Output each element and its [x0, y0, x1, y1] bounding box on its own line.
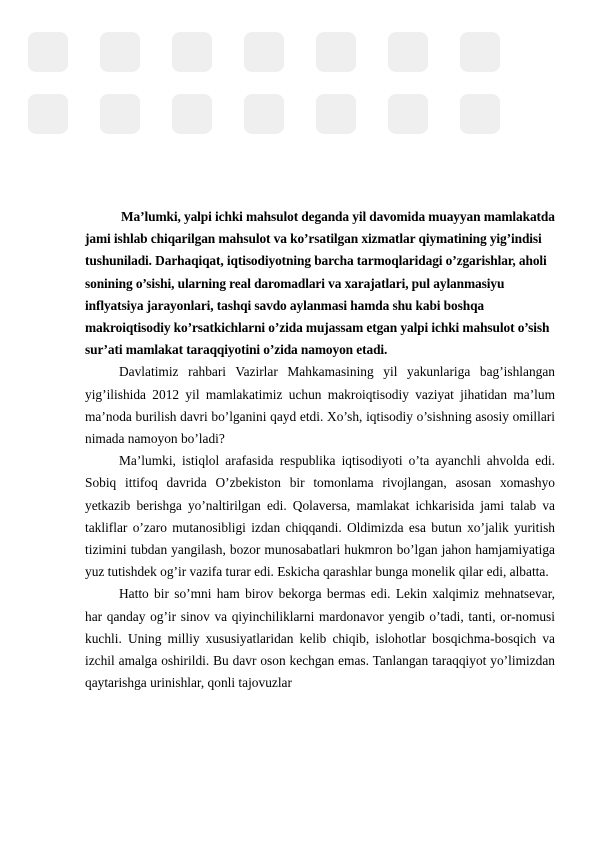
intro-bold-paragraph: Ma’lumki, yalpi ichki mahsulot deganda yil davomida muayyan mamlakatda jami ishlab chiqarilgan mahsulot va ko’rsatilgan xizmatlar qiymatining yig’indisi tushuniladi. Darhaqiqat, iqtisodiyotning barcha tarmoqlaridagi o’zgarishlar, aholi sonining o’sishi, ularning real daromadlari va xarajatlari, pul aylanmasiyu inflyatsiya jarayonlari, tashqi savdo aylanmasi hamda shu kabi boshqa makroiqtisodiy ko’rsatkichlarni o’zida mujassam etgan yalpi ichki mahsulot o’sish sur’ati mamlakat taraqqiyotini o’zida namoyon etadi. — [85, 209, 555, 358]
watermark-row-top — [22, 26, 506, 78]
document-watermark-icon — [238, 88, 290, 140]
document-watermark-icon — [22, 26, 74, 78]
body-paragraph-2: Ma’lumki, istiqlol arafasida respublika iqtisodiyoti o’ta ayanchli ahvolda edi. Sobiq ittifoq davrida O’zbekiston bir tomonlama rivojlangan, asosan xomashyo yetkazib berishga yo’naltirilgan edi. Qolaversa, mamlakat ichkarisida jami talab va takliflar o’zaro mutanosibligi izdan chiqqandi. Oldimizda esa butun xo’jalik yuritish tizimini tubdan yangilash, bozor munosabatlari hukmron bo’lgan jahon hamjamiyatiga yuz tutishdek og’ir vazifa turar edi. Eskicha qarashlar bunga monelik qilar edi, albatta. — [85, 453, 555, 580]
document-body — [85, 206, 555, 694]
body-paragraph-1: Davlatimiz rahbari Vazirlar Mahkamasining yil yakunlariga bag’ishlangan yig’ilishida 2012 yil mamlakatimiz uchun makroiqtisodiy vaziyat jihatidan ma’lum ma’noda burilish davri bo’lganini qayd etdi. Xo’sh, iqtisodiy o’sishning asosiy omillari nimada namoyon bo’ladi? — [85, 364, 555, 447]
document-watermark-icon — [310, 26, 362, 78]
document-watermark-icon — [166, 88, 218, 140]
document-watermark-icon — [382, 26, 434, 78]
document-watermark-icon — [22, 88, 74, 140]
document-watermark-icon — [166, 26, 218, 78]
document-watermark-icon — [382, 88, 434, 140]
document-watermark-icon — [94, 26, 146, 78]
body-paragraph-3: Hatto bir so’mni ham birov bekorga bermas edi. Lekin xalqimiz mehnatsevar, har qanday og’ir sinov va qiyinchiliklarni mardonavor yengib o’tadi, tanti, or-nomusi kuchli. Uning milliy xususiyatlaridan kelib chiqib, islohotlar bosqichma-bosqich va izchil amalga oshirildi. Bu davr oson kechgan emas. Tanlangan taraqqiyot yo’limizdan qaytarishga urinishlar, qonli tajovuzlar — [85, 586, 555, 691]
document-watermark-icon — [310, 88, 362, 140]
document-watermark-icon — [454, 88, 506, 140]
document-watermark-icon — [454, 26, 506, 78]
watermark-row-second — [22, 88, 506, 140]
document-watermark-icon — [238, 26, 290, 78]
document-watermark-icon — [94, 88, 146, 140]
